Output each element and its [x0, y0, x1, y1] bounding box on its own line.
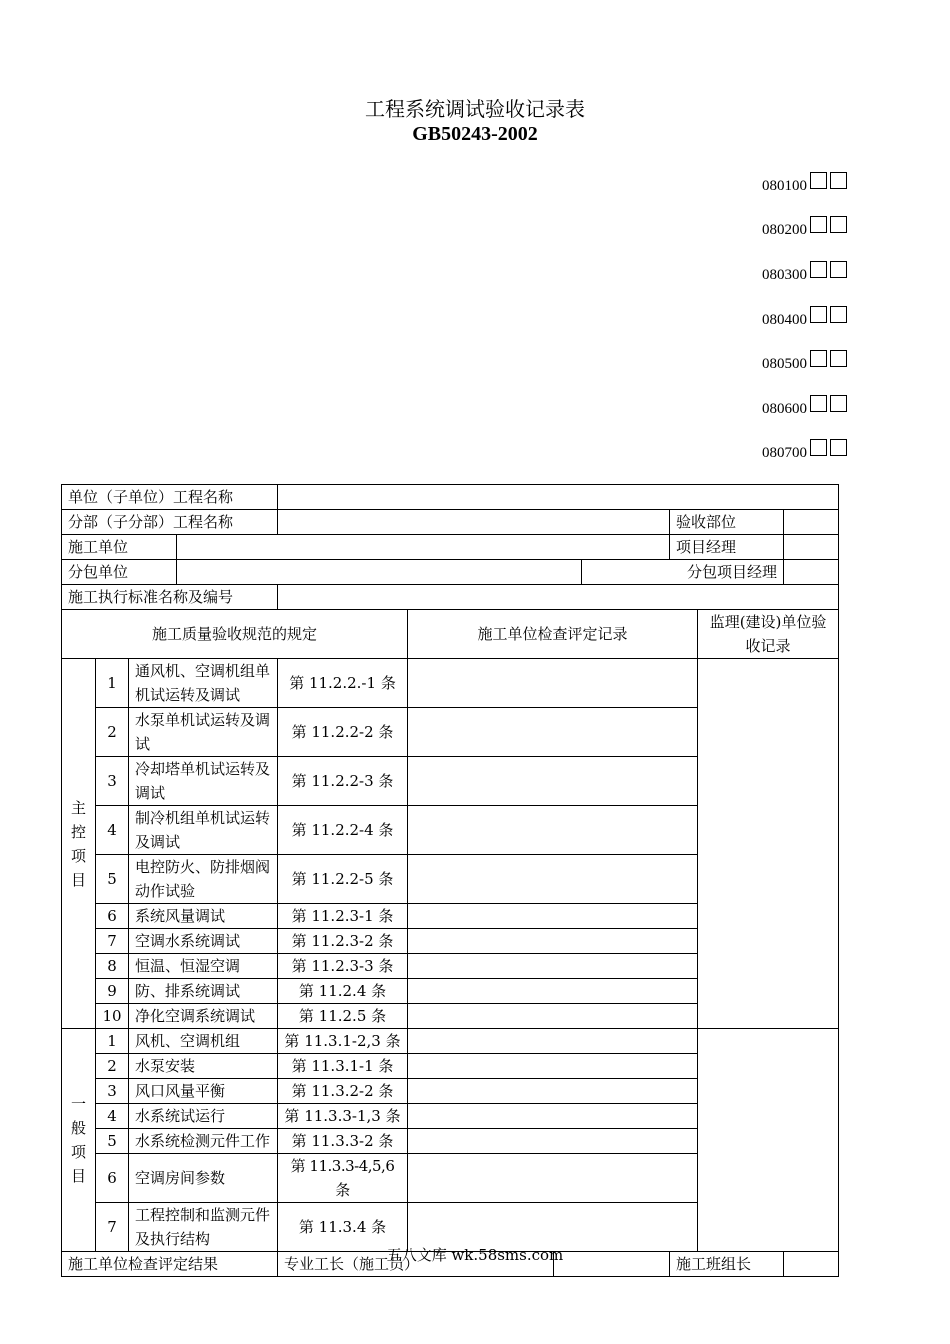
- item-clause: 第 11.2.2-4 条: [278, 806, 408, 855]
- item-clause: 第 11.3.4 条: [278, 1203, 408, 1252]
- sub-project-manager-label: 分包项目经理: [582, 560, 784, 585]
- code-checkbox[interactable]: [830, 216, 847, 233]
- check-record-cell[interactable]: [408, 757, 698, 806]
- subcontractor-label: 分包单位: [62, 560, 177, 585]
- item-number: 4: [96, 806, 129, 855]
- standard-name-field[interactable]: [278, 585, 839, 610]
- standard-name-label: 施工执行标准名称及编号: [62, 585, 278, 610]
- construction-unit-field[interactable]: [177, 535, 670, 560]
- code-checkbox[interactable]: [830, 395, 847, 412]
- code-label: 080200: [762, 222, 807, 238]
- check-record-cell[interactable]: [408, 1129, 698, 1154]
- item-clause: 第 11.3.1-1 条: [278, 1054, 408, 1079]
- item-number: 7: [96, 929, 129, 954]
- item-number: 2: [96, 1054, 129, 1079]
- check-record-cell[interactable]: [408, 1029, 698, 1054]
- code-checkbox[interactable]: [830, 261, 847, 278]
- code-row: [762, 350, 847, 370]
- code-checkbox[interactable]: [810, 395, 827, 412]
- item-number: 8: [96, 954, 129, 979]
- code-checkbox[interactable]: [810, 350, 827, 367]
- item-name: 水系统检测元件工作: [129, 1129, 278, 1154]
- item-number: 3: [96, 757, 129, 806]
- item-clause: 第 11.2.2-3 条: [278, 757, 408, 806]
- item-number: 2: [96, 708, 129, 757]
- general-items-label: [62, 1029, 96, 1252]
- item-name: 水泵安装: [129, 1054, 278, 1079]
- code-checkbox[interactable]: [810, 216, 827, 233]
- code-label: 080500: [762, 356, 807, 372]
- code-checkbox[interactable]: [830, 350, 847, 367]
- code-row: [762, 261, 847, 281]
- sub-project-manager-field[interactable]: [784, 560, 839, 585]
- code-checkbox[interactable]: [830, 439, 847, 456]
- project-manager-field[interactable]: [784, 535, 839, 560]
- item-clause: 第 11.2.2-5 条: [278, 855, 408, 904]
- item-number: 1: [96, 659, 129, 708]
- supervision-record-cell[interactable]: [698, 1029, 839, 1252]
- supervision-record-cell[interactable]: [698, 659, 839, 1029]
- acceptance-table: [61, 484, 839, 1277]
- sub-project-field[interactable]: [278, 510, 670, 535]
- footer-watermark: 五八文库 wk.58sms.com: [386, 1246, 564, 1264]
- item-clause: 第 11.3.1-2,3 条: [278, 1029, 408, 1054]
- item-name: 净化空调系统调试: [129, 1004, 278, 1029]
- item-clause: 第 11.3.3-2 条: [278, 1129, 408, 1154]
- code-label: 080700: [762, 445, 807, 461]
- project-manager-label: 项目经理: [670, 535, 784, 560]
- check-record-cell[interactable]: [408, 954, 698, 979]
- check-record-cell[interactable]: [408, 659, 698, 708]
- check-record-cell[interactable]: [408, 806, 698, 855]
- standard-code: GB50243-2002: [412, 123, 538, 145]
- code-row: [762, 395, 847, 415]
- item-name: 制冷机组单机试运转及调试: [129, 806, 278, 855]
- unit-project-label: 单位（子单位）工程名称: [62, 485, 278, 510]
- item-name: 风机、空调机组: [129, 1029, 278, 1054]
- item-name: 水泵单机试运转及调试: [129, 708, 278, 757]
- item-clause: 第 11.3.2-2 条: [278, 1079, 408, 1104]
- code-label: 080100: [762, 178, 807, 194]
- result-label: 施工单位检查评定结果: [62, 1252, 278, 1277]
- check-record-cell[interactable]: [408, 929, 698, 954]
- code-checkbox[interactable]: [810, 306, 827, 323]
- item-number: 5: [96, 855, 129, 904]
- item-number: 4: [96, 1104, 129, 1129]
- code-checkbox[interactable]: [810, 261, 827, 278]
- code-row: [762, 216, 847, 236]
- item-name: 防、排系统调试: [129, 979, 278, 1004]
- acceptance-part-label: 验收部位: [670, 510, 784, 535]
- check-record-header: 施工单位检查评定记录: [408, 610, 698, 659]
- item-number: 9: [96, 979, 129, 1004]
- item-number: 5: [96, 1129, 129, 1154]
- item-name: 恒温、恒湿空调: [129, 954, 278, 979]
- check-record-cell[interactable]: [408, 1054, 698, 1079]
- item-name: 工程控制和监测元件及执行结构: [129, 1203, 278, 1252]
- code-label: 080400: [762, 312, 807, 328]
- sub-project-label: 分部（子分部）工程名称: [62, 510, 278, 535]
- page-title: 工程系统调试验收记录表: [365, 97, 585, 121]
- main-items-text: 主控项目: [71, 798, 87, 889]
- code-checkbox[interactable]: [830, 172, 847, 189]
- spec-header: 施工质量验收规范的规定: [62, 610, 408, 659]
- item-number: 6: [96, 1154, 129, 1203]
- item-name: 通风机、空调机组单机试运转及调试: [129, 659, 278, 708]
- acceptance-part-field[interactable]: [784, 510, 839, 535]
- item-name: 冷却塔单机试运转及调试: [129, 757, 278, 806]
- item-number: 6: [96, 904, 129, 929]
- unit-project-field[interactable]: [278, 485, 839, 510]
- foreman-label: 专业工长（施工员）: [278, 1252, 554, 1277]
- supervision-header: 监理(建设)单位验收记录: [698, 610, 839, 659]
- item-name: 风口风量平衡: [129, 1079, 278, 1104]
- check-record-cell[interactable]: [408, 855, 698, 904]
- code-row: [762, 306, 847, 326]
- check-record-cell[interactable]: [408, 1154, 698, 1203]
- code-row: [762, 172, 847, 192]
- item-number: 10: [96, 1004, 129, 1029]
- main-items-label: [62, 659, 96, 1029]
- check-record-cell[interactable]: [408, 904, 698, 929]
- check-record-cell[interactable]: [408, 1079, 698, 1104]
- code-label: 080600: [762, 401, 807, 417]
- item-name: 空调房间参数: [129, 1154, 278, 1203]
- item-clause: 第 11.3.3-4,5,6 条: [278, 1154, 408, 1203]
- item-name: 空调水系统调试: [129, 929, 278, 954]
- item-clause: 第 11.3.3-1,3 条: [278, 1104, 408, 1129]
- team-leader-label: 施工班组长: [670, 1252, 784, 1277]
- code-label: 080300: [762, 267, 807, 283]
- check-record-cell[interactable]: [408, 1004, 698, 1029]
- item-name: 水系统试运行: [129, 1104, 278, 1129]
- item-clause: 第 11.2.4 条: [278, 979, 408, 1004]
- item-number: 3: [96, 1079, 129, 1104]
- item-number: 1: [96, 1029, 129, 1054]
- code-checkbox[interactable]: [810, 172, 827, 189]
- code-checkbox[interactable]: [830, 306, 847, 323]
- check-record-cell[interactable]: [408, 708, 698, 757]
- subcontractor-field[interactable]: [177, 560, 582, 585]
- check-record-cell[interactable]: [408, 1104, 698, 1129]
- item-number: 7: [96, 1203, 129, 1252]
- code-row: [762, 439, 847, 459]
- item-name: 电控防火、防排烟阀动作试验: [129, 855, 278, 904]
- item-clause: 第 11.2.2.-1 条: [278, 659, 408, 708]
- item-name: 系统风量调试: [129, 904, 278, 929]
- item-clause: 第 11.2.3-2 条: [278, 929, 408, 954]
- item-clause: 第 11.2.3-1 条: [278, 904, 408, 929]
- construction-unit-label: 施工单位: [62, 535, 177, 560]
- general-items-text: 一般项目: [71, 1095, 87, 1185]
- code-checkbox[interactable]: [810, 439, 827, 456]
- item-clause: 第 11.2.5 条: [278, 1004, 408, 1029]
- item-clause: 第 11.2.2-2 条: [278, 708, 408, 757]
- check-record-cell[interactable]: [408, 979, 698, 1004]
- item-clause: 第 11.2.3-3 条: [278, 954, 408, 979]
